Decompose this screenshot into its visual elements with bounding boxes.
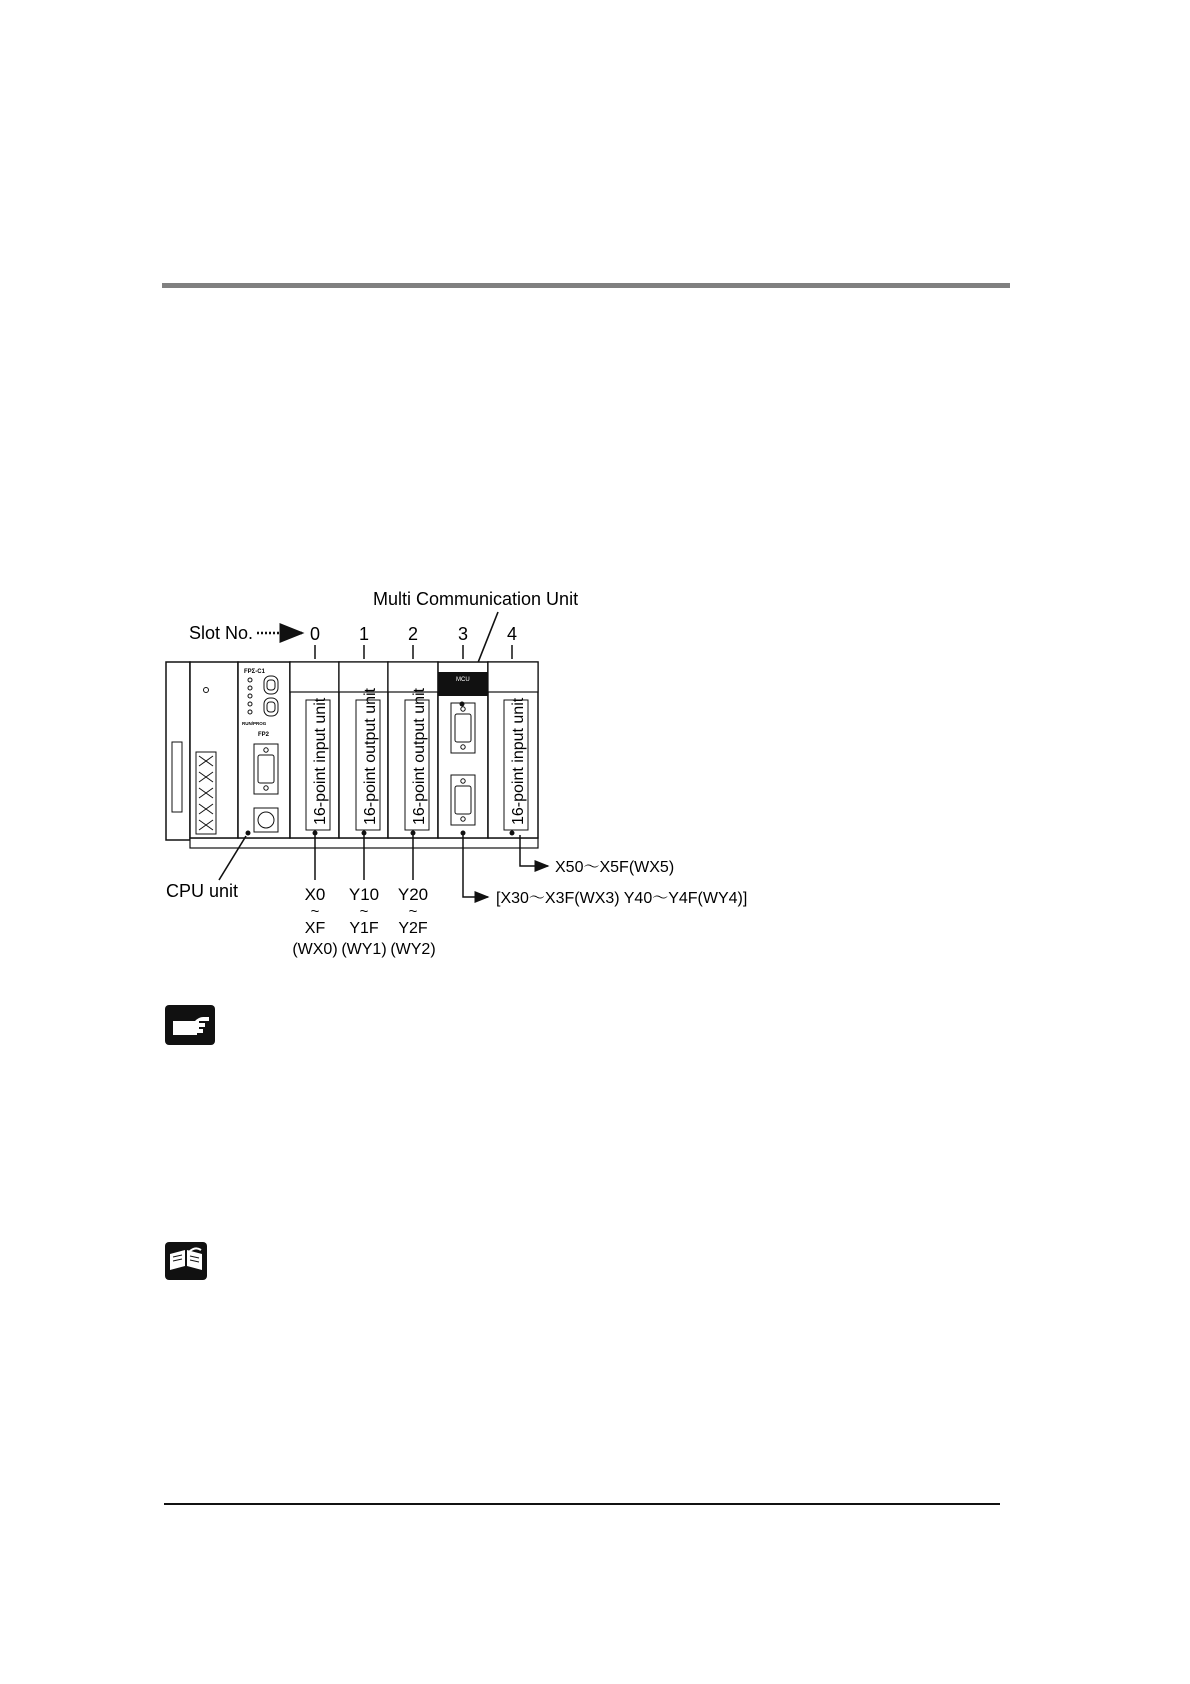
slot-1-end-address: Y1F (349, 920, 379, 937)
slot-number-4: 4 (507, 624, 518, 644)
cpu-tool-port (254, 808, 278, 832)
mcu-title-label: Multi Communication Unit (373, 589, 579, 609)
slot-1-word-address: (WY1) (341, 941, 387, 958)
mcu-lower-serial-port (451, 775, 475, 825)
mcu-pointer-dot (460, 702, 465, 707)
cpu-brand-label: FP2 (258, 732, 270, 738)
slot-4-top-cover (488, 662, 538, 692)
slot-1-top-cover (339, 662, 388, 692)
slot-2-range-tilde: ~ (408, 903, 418, 920)
slot-no-label: Slot No. (189, 623, 254, 643)
pointing-hand-icon (165, 1005, 215, 1045)
slot-0-unit-name: 16-point input unit (312, 697, 329, 825)
power-terminal-block (196, 752, 216, 834)
slot-3-mcu-top-band (438, 672, 488, 696)
slot-3-mcu-label: MCU (456, 677, 470, 683)
slot-0-start-address: X0 (304, 885, 326, 904)
slot-0-word-address: (WX0) (292, 941, 338, 958)
slot-1-unit-name: 16-point output unit (362, 688, 379, 825)
slot-1-range-tilde: ~ (359, 903, 369, 920)
slot-2-start-address: Y20 (397, 885, 429, 904)
slot-2-word-address: (WY2) (390, 941, 436, 958)
mcu-upper-serial-port (451, 703, 475, 753)
slot-number-1: 1 (359, 624, 370, 644)
slot-0-range-tilde: ~ (310, 903, 320, 920)
slot-4-address-range: X50～X5F(WX5) (555, 859, 675, 876)
slot-2-top-cover (388, 662, 438, 692)
slot-number-0: 0 (310, 624, 321, 644)
slot-3-address-range: [X30～X3F(WX3) Y40～Y4F(WY4)] (496, 890, 748, 907)
slot-number-3: 3 (458, 624, 469, 644)
slot-2-unit-name: 16-point output unit (411, 688, 428, 825)
cpu-unit-label: CPU unit (166, 881, 239, 901)
slot-3-indicator-dot (461, 831, 466, 836)
reference-book-icon (165, 1242, 207, 1280)
slot-4-indicator-dot (510, 831, 515, 836)
footer-rule (164, 1503, 1000, 1505)
slot-number-2: 2 (408, 624, 419, 644)
power-terminal-connector (172, 742, 182, 812)
slot-0-end-address: XF (304, 920, 326, 937)
cpu-model-label: FPΣ-C1 (244, 669, 265, 675)
cpu-indicator-dot (246, 831, 251, 836)
slot-4-unit-name: 16-point input unit (510, 697, 527, 825)
slot-0-top-cover (290, 662, 339, 692)
slot-1-indicator-dot (362, 831, 367, 836)
cpu-serial-port (254, 744, 278, 794)
slot-2-indicator-dot (411, 831, 416, 836)
slot-1-start-address: Y10 (348, 885, 380, 904)
cpu-mode-label: RUN/PROG (242, 721, 267, 726)
slot-2-end-address: Y2F (398, 920, 428, 937)
slot-0-indicator-dot (313, 831, 318, 836)
